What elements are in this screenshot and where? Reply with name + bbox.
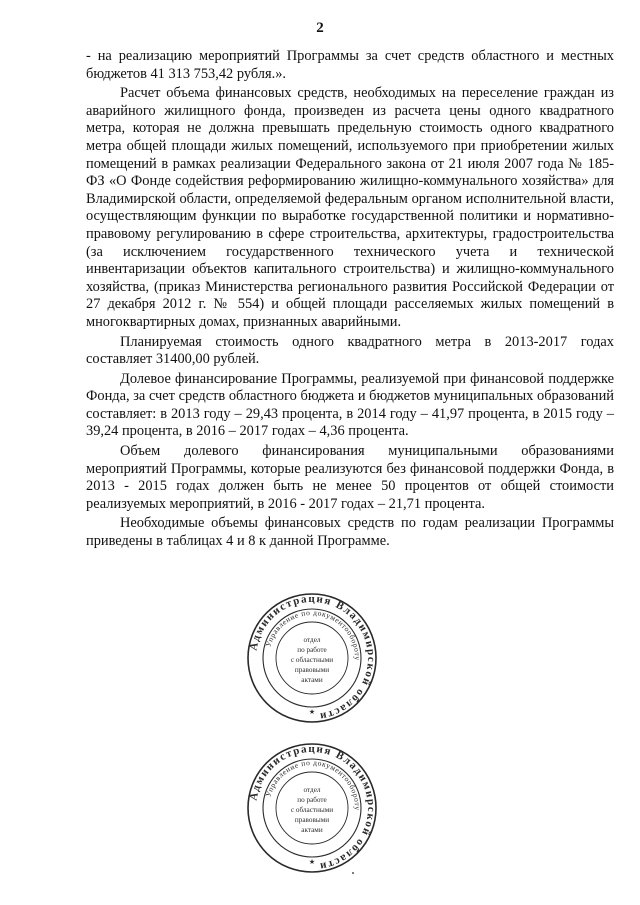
paragraph-5: Объем долевого финансирования муниципальными образованиями мероприятий Программы, которые реализуются без финансовой поддержки Фонда, в 2013 - 2015 годах должен быть не менее 50 процентов от общей стоимости реализуемых мероприятий, в 2016 - 2017 годах – 21,71 процента. (86, 443, 614, 512)
official-seal-stamp (246, 592, 378, 724)
stamp-star-icon: ★ (308, 708, 316, 716)
document-body (86, 48, 614, 553)
stamp-center-line-1: отдел (303, 636, 321, 644)
stamp-center-line-5: актами (301, 676, 323, 684)
stamp2-center-line-5: актами (301, 826, 323, 834)
paragraph-2: Расчет объема финансовых средств, необходимых на переселение граждан из аварийного жилищного фонда, произведен из расчета цены одного квадратного метра, которая не должна превышать предельную стоимость одного квадратного метра общей площади жилых помещений, используемого при приобретении жилых помещений в рамках реализации Федерального закона от 21 июля 2007 года № 185-ФЗ «О Фонде содействия реформированию жилищно-коммунального хозяйства» для Владимирской области, определяемой федеральным органом исполнительной власти, осуществляющим функции по выработке государственной политики и нормативно-правовому регулированию в сфере строительства, архитектуры, градостроительства (за исключением государственного технического учета и технической инвентаризации объектов капитального строительства) и жилищно-коммунального хозяйства, (приказ Министерства регионального развития Российской Федерации от 27 декабря 2012 г. № 554) и общей площади расселяемых жилых помещений в многоквартирных домах, признанных аварийными. (86, 85, 614, 330)
page-number: 2 (316, 20, 324, 36)
paragraph-1: - на реализацию мероприятий Программы за счет средств областного и местных бюджетов 41 313 753,42 рубля.». (86, 48, 614, 82)
paragraph-4: Долевое финансирование Программы, реализуемой при финансовой поддержке Фонда, за счет средств областного бюджета и бюджетов муниципальных образований составляет: в 2013 году – 29,43 процента, в 2014 году – 41,97 процента, в 2015 году – 39,24 процента, в 2016 – 2017 годах – 4,36 процента. (86, 370, 614, 440)
paragraph-3: Планируемая стоимость одного квадратного метра в 2013-2017 годах составляет 31400,00 рублей. (86, 333, 614, 368)
official-seal-stamp-duplicate (246, 742, 378, 874)
stamp2-center-line-4: правовыми (294, 816, 330, 824)
stamp2-outer-text: Администрация Владимирской области (247, 742, 378, 873)
scan-speck (352, 872, 354, 874)
stamp2-center-line-1: отдел (303, 786, 321, 794)
stamp-center-line-3: с областными (290, 656, 334, 664)
stamp2-center-line-2: по работе (297, 796, 327, 804)
stamp2-star-icon: ★ (308, 858, 316, 866)
stamp2-inner-ring-text: Управление по документообороту (263, 757, 363, 811)
stamp-center-line-4: правовыми (294, 666, 330, 674)
paragraph-6: Необходимые объемы финансовых средств по годам реализации Программы приведены в таблицах 4 и 8 к данной Программе. (86, 515, 614, 550)
stamp-outer-text: Администрация Владимирской области (247, 592, 378, 723)
stamp-center-line-2: по работе (297, 646, 327, 654)
stamp2-center-line-3: с областными (290, 806, 334, 814)
stamp-inner-ring-text: Управление по документообороту (263, 607, 363, 661)
